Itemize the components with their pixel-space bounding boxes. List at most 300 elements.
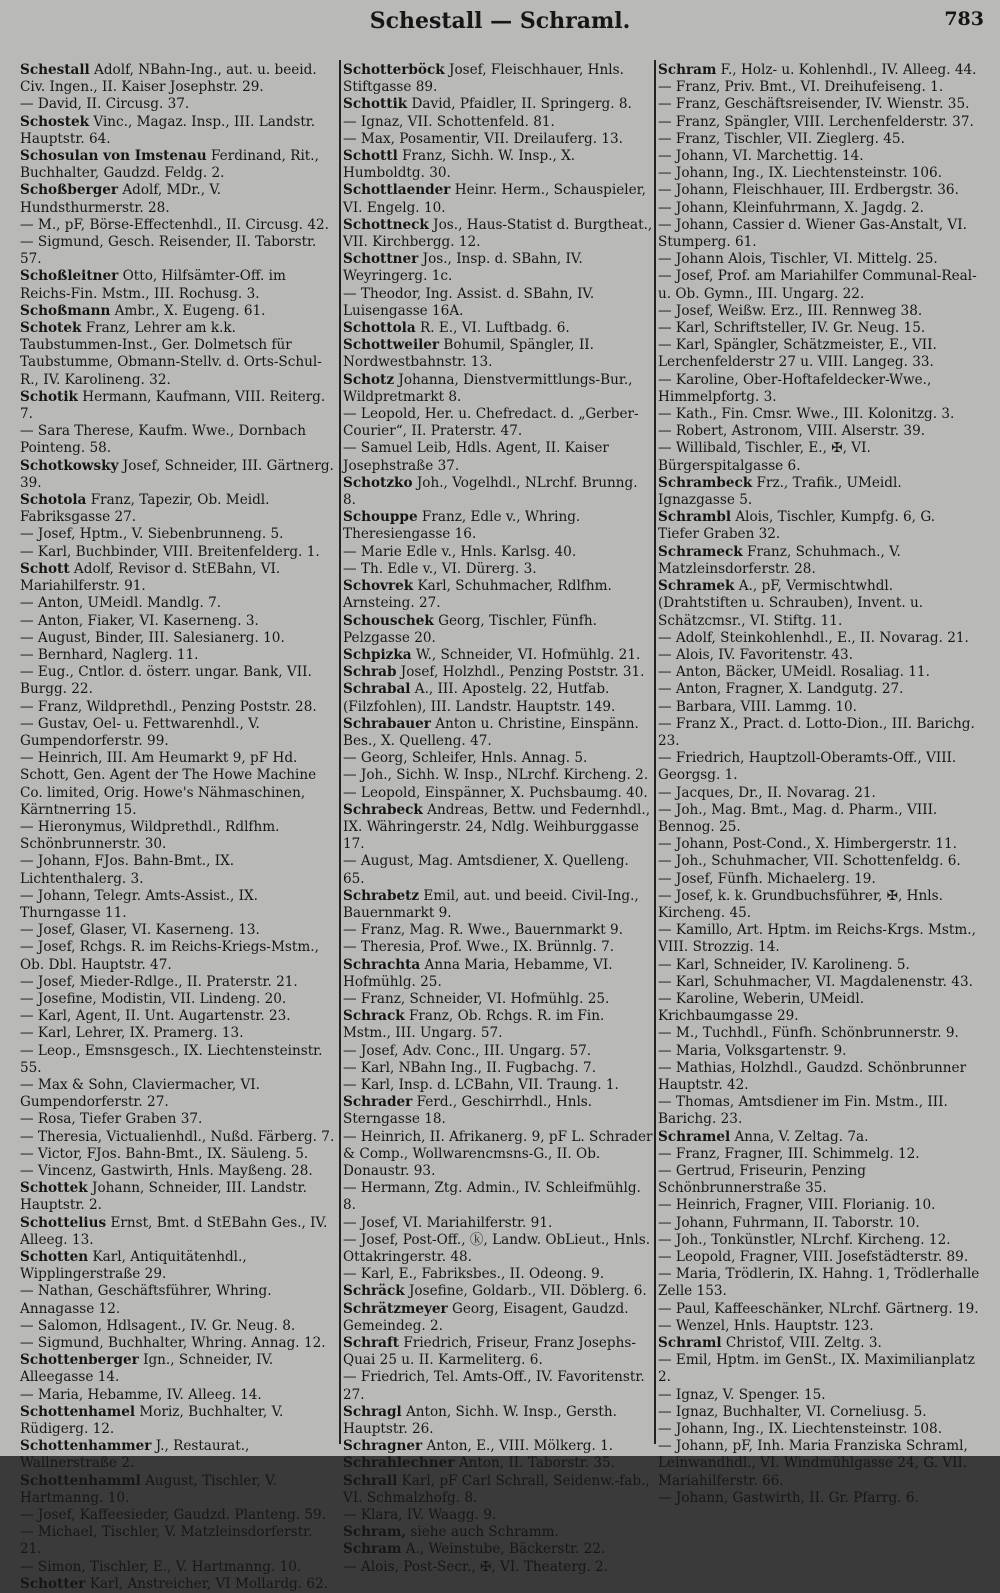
- directory-entry: [658, 750, 980, 784]
- directory-entry: [658, 96, 980, 113]
- entry-details: A., pF, Vermischtwhdl. (Drahtstiften u. Schrauben), Invent. u. Schätzcmsr., VI. Stiftg. 11.: [658, 578, 924, 629]
- entry-details: Adolf, NBahn-Ing., aut. u. beeid. Civ. Ingen., II. Kaiser Josephstr. 29.: [20, 62, 317, 96]
- entry-details: Josef, Schneider, III. Gärtnerg. 39.: [20, 457, 334, 491]
- entry-surname: Schoßberger: [20, 182, 119, 199]
- directory-entry: [20, 1146, 338, 1163]
- entry-details: Jos., Haus-Statist d. Burgtheat., VII. Kirchbergg. 12.: [343, 216, 653, 251]
- entry-details: Karl, Antiquitätenhdl., Wipplingerstraße 29.: [20, 1249, 247, 1283]
- entry-details: — M., pF, Börse-Effectenhdl., II. Circusg. 42.: [20, 216, 329, 233]
- entry-details: Josefine, Goldarb., VII. Döblerg. 6.: [404, 1283, 647, 1300]
- entry-details: — Heinrich, III. Am Heumarkt 9, pF Hd. Schott, Gen. Agent der The Howe Machine Co. limited, Orig. Howe's Nähmaschinen, Kärntnerring 15.: [20, 750, 317, 818]
- directory-entry: [658, 836, 980, 853]
- entry-details: — Maria, Trödlerin, IX. Hahng. 1, Trödlerhalle Zelle 153.: [658, 1266, 980, 1300]
- directory-entry: [343, 1541, 653, 1558]
- entry-details: — Anton, Fragner, X. Landgutg. 27.: [658, 681, 904, 698]
- entry-surname: Schotten: [20, 1249, 89, 1266]
- entry-details: Adolf, Revisor d. StEBahn, VI. Mariahilferstr. 91.: [20, 560, 281, 595]
- entry-details: — Th. Edle v., VI. Dürerg. 3.: [343, 560, 537, 577]
- directory-entry: [343, 664, 653, 681]
- entry-surname: Schotik: [20, 388, 78, 405]
- directory-entry: [343, 1215, 653, 1232]
- entry-details: — Nathan, Geschäftsführer, Whring. Annagasse 12.: [20, 1283, 272, 1317]
- entry-surname: Schotek: [20, 320, 82, 337]
- entry-details: — Franz, Wildprethdl., Penzing Poststr. 28.: [20, 698, 317, 715]
- directory-entry: [20, 1077, 338, 1111]
- directory-entry: [658, 1301, 980, 1318]
- directory-entry: [343, 1524, 653, 1541]
- entry-surname: Schotola: [20, 492, 87, 509]
- directory-entry: [343, 853, 653, 887]
- entry-details: Emil, aut. und beeid. Civil-Ing., Bauernmarkt 9.: [343, 887, 639, 921]
- directory-entry: [20, 1111, 338, 1128]
- entry-surname: Schouschek: [343, 612, 434, 629]
- entry-details: Friedrich, Friseur, Franz Josephs-Quai 25 u. II. Karmeliterg. 6.: [343, 1335, 636, 1369]
- directory-entry: [20, 750, 338, 819]
- entry-details: Karl, Schuhmacher, Rdlfhm. Arnsteing. 27.: [343, 578, 612, 612]
- directory-entry: [658, 79, 980, 96]
- directory-entry: [20, 1524, 338, 1558]
- entry-details: Ambr., X. Eugeng. 61.: [110, 302, 266, 319]
- directory-entry: [343, 509, 653, 543]
- entry-details: — Johann, Post-Cond., X. Himbergerstr. 11.: [658, 836, 957, 853]
- directory-entry: [20, 716, 338, 750]
- entry-details: — Leopold, Fragner, VIII. Josefstädterstr. 89.: [658, 1249, 969, 1266]
- entry-details: Ferdinand, Rit., Buchhalter, Gaudzd. Feldg. 2.: [20, 148, 319, 182]
- directory-entry: [343, 372, 653, 406]
- entry-details: — Karl, Schneider, IV. Karolineng. 5.: [658, 956, 910, 973]
- directory-entry: [20, 561, 338, 595]
- entry-details: — Heinrich, II. Afrikanerg. 9, pF L. Schrader & Comp., Wollwarencmsns-G., II. Ob. Donaustr. 93.: [343, 1128, 653, 1179]
- directory-entry: [20, 699, 338, 716]
- directory-entry: [343, 1559, 653, 1576]
- entry-details: — Friedrich, Tel. Amts-Off., IV. Favoritenstr. 27.: [343, 1369, 645, 1403]
- entry-details: — Josef, Kaffeesieder, Gaudzd. Planteng. 59.: [20, 1507, 327, 1524]
- entry-details: — Josef, Fünfh. Michaelerg. 19.: [658, 870, 876, 887]
- entry-details: — Gertrud, Friseurin, Penzing Schönbrunnerstraße 35.: [658, 1163, 866, 1197]
- entry-surname: Schotzko: [343, 474, 413, 491]
- directory-entry: [658, 1249, 980, 1266]
- entry-details: — Karl, Schuhmacher, VI. Magdalenenstr. 43.: [658, 973, 973, 990]
- entry-surname: Schottner: [343, 251, 419, 268]
- entry-details: — Johann, Ing., IX. Liechtensteinstr. 106.: [658, 165, 943, 182]
- directory-entry: [658, 1129, 980, 1146]
- entry-surname: Schragl: [343, 1403, 402, 1420]
- directory-entry: [20, 182, 338, 216]
- entry-details: Georg, Eisagent, Gaudzd. Gemeindeg. 2.: [343, 1300, 629, 1334]
- entry-details: — Vincenz, Gastwirth, Hnls. Mayßeng. 28.: [20, 1163, 313, 1179]
- directory-entry: [658, 647, 980, 664]
- entry-surname: Schrabeck: [343, 801, 423, 818]
- entry-details: — Alois, Post-Secr., ✠, VI. Theaterg. 2.: [343, 1558, 609, 1575]
- entry-details: — Franz X., Pract. d. Lotto-Dion., III. Barichg. 23.: [658, 715, 975, 749]
- entry-surname: Schestall: [20, 62, 90, 78]
- entry-details: — Theodor, Ing. Assist. d. SBahn, IV. Luisengasse 16A.: [343, 285, 595, 319]
- entry-details: — Thomas, Amtsdiener im Fin. Mstm., III. Barichg. 23.: [658, 1094, 948, 1128]
- entry-surname: Schramek: [658, 578, 735, 595]
- entry-surname: Schottenhamml: [20, 1472, 141, 1489]
- directory-entry: [658, 785, 980, 802]
- directory-entry: [658, 423, 980, 440]
- column-rule: [339, 60, 341, 1444]
- directory-entry: [658, 1094, 980, 1128]
- entry-surname: Schrack: [343, 1008, 405, 1025]
- directory-entry: [343, 1438, 653, 1455]
- entry-surname: Schraft: [343, 1335, 400, 1352]
- entry-surname: Schottlaender: [343, 182, 451, 199]
- directory-entry: [20, 303, 338, 320]
- directory-entry: [20, 1008, 338, 1025]
- entry-details: — Karl, Lehrer, IX. Pramerg. 13.: [20, 1025, 244, 1042]
- directory-entry: [20, 1318, 338, 1335]
- directory-entry: [20, 423, 338, 457]
- directory-entry: [20, 1352, 338, 1386]
- directory-entry: [658, 1421, 980, 1438]
- entry-details: Anton u. Christine, Einspänn. Bes., X. Quelleng. 47.: [343, 715, 639, 749]
- directory-entry: [658, 1318, 980, 1335]
- directory-entry: [658, 131, 980, 148]
- directory-entry: [658, 630, 980, 647]
- directory-entry: [658, 1404, 980, 1421]
- entry-details: Anton, II. Taborstr. 35.: [454, 1455, 616, 1472]
- column-2: [343, 62, 653, 1575]
- directory-entry: [658, 1043, 980, 1060]
- entry-details: — Rosa, Tiefer Graben 37.: [20, 1111, 203, 1128]
- entry-details: — Franz, Schneider, VI. Hofmühlg. 25.: [343, 990, 610, 1007]
- entry-details: Anton, E., VIII. Mölkerg. 1.: [422, 1438, 614, 1455]
- entry-details: W., Schneider, VI. Hofmühlg. 21.: [411, 646, 641, 663]
- entry-details: — Gustav, Oel- u. Fettwarenhdl., V. Gumpendorferstr. 99.: [20, 715, 260, 749]
- entry-surname: Schoßleitner: [20, 268, 119, 285]
- directory-entry: [343, 561, 653, 578]
- directory-entry: [658, 1060, 980, 1094]
- entry-details: — Wenzel, Hnls. Hauptstr. 123.: [658, 1317, 874, 1334]
- directory-entry: [343, 1473, 653, 1507]
- directory-entry: [343, 716, 653, 750]
- entry-details: Franz, Tapezir, Ob. Meidl. Fabriksgasse 27.: [20, 492, 270, 526]
- directory-entry: [658, 957, 980, 974]
- directory-entry: [658, 888, 980, 922]
- entry-details: — Sigmund, Buchhalter, Whring. Annag. 12.: [20, 1335, 326, 1352]
- entry-details: — Josef, Rchgs. R. im Reichs-Kriegs-Mstm., Ob. Dbl. Hauptstr. 47.: [20, 939, 319, 973]
- entry-details: — Emil, Hptm. im GenSt., IX. Maximilianplatz 2.: [658, 1352, 975, 1386]
- directory-entry: [20, 1163, 338, 1180]
- entry-surname: Schrabauer: [343, 715, 431, 732]
- directory-entry: [20, 268, 338, 302]
- entry-details: — Simon, Tischler, E., V. Hartmanng. 10.: [20, 1558, 302, 1575]
- entry-details: — Johann, pF, Inh. Maria Franziska Schraml, Leinwandhdl., VI. Windmühlgasse 24, G. VII. Mariahilferstr. 66.: [658, 1438, 968, 1489]
- entry-surname: Schottweiler: [343, 337, 440, 354]
- directory-entry: [658, 148, 980, 165]
- entry-details: — Josef, Hptm., V. Siebenbrunneng. 5.: [20, 526, 284, 543]
- directory-entry: [658, 1197, 980, 1214]
- directory-entry: [20, 1576, 338, 1593]
- entry-details: — Karl, Spängler, Schätzmeister, E., VII. Lerchenfelderstr 27 u. VIII. Langeg. 33.: [658, 337, 937, 371]
- directory-entry: [343, 1266, 653, 1283]
- entry-details: Franz, Sichh. W. Insp., X. Humboldtg. 30.: [343, 148, 576, 182]
- entry-details: Jos., Insp. d. SBahn, IV. Weyringerg. 1c.: [343, 251, 583, 285]
- directory-entry: [658, 1266, 980, 1300]
- directory-entry: [20, 1473, 338, 1507]
- entry-details: Franz, Edle v., Whring. Theresiengasse 16.: [343, 509, 581, 543]
- entry-details: Karl, Anstreicher, VI Mollardg. 62.: [85, 1575, 329, 1592]
- entry-details: — Kath., Fin. Cmsr. Wwe., III. Kolonitzg. 3.: [658, 406, 955, 423]
- directory-entry: [20, 1283, 338, 1317]
- directory-entry: [20, 630, 338, 647]
- entry-details: Ign., Schneider, IV. Alleegasse 14.: [20, 1352, 274, 1386]
- entry-surname: Schottl: [343, 148, 398, 165]
- entry-surname: Schoßmann: [20, 302, 111, 319]
- entry-details: Johanna, Dienstvermittlungs-Bur., Wildpretmarkt 8.: [343, 371, 633, 405]
- entry-details: — Maria, Volksgartenstr. 9.: [658, 1042, 847, 1059]
- entry-surname: Schottik: [343, 96, 408, 113]
- entry-details: Josef, Holzhdl., Penzing Poststr. 31.: [396, 664, 645, 681]
- entry-details: — Heinrich, Fragner, VIII. Florianig. 10.: [658, 1197, 936, 1214]
- directory-entry: [20, 939, 338, 973]
- entry-details: Vinc., Magaz. Insp., III. Landstr. Hauptstr. 64.: [20, 113, 316, 147]
- directory-entry: [20, 1335, 338, 1352]
- entry-surname: Schräck: [343, 1283, 405, 1300]
- directory-entry: [343, 1369, 653, 1403]
- entry-details: Hermann, Kaufmann, VIII. Reiterg. 7.: [20, 388, 326, 423]
- entry-details: — Georg, Schleifer, Hnls. Annag. 5.: [343, 750, 588, 767]
- entry-details: — Michael, Tischler, V. Matzleinsdorferstr. 21.: [20, 1524, 313, 1558]
- directory-entry: [20, 922, 338, 939]
- entry-details: — Franz, Mag. R. Wwe., Bauernmarkt 9.: [343, 922, 623, 939]
- entry-surname: Schram: [343, 1541, 402, 1558]
- directory-entry: [20, 1438, 338, 1472]
- entry-surname: Schrader: [343, 1094, 413, 1111]
- entry-surname: Schostek: [20, 113, 90, 130]
- entry-details: — Josef, Prof. am Mariahilfer Communal-Real- u. Ob. Gymn., III. Ungarg. 22.: [658, 268, 977, 302]
- entry-details: Andreas, Bettw. und Federnhdl., IX. Währingerstr. 24, Ndlg. Weihburggasse 17.: [343, 801, 651, 853]
- entry-details: — M., Tuchhdl., Fünfh. Schönbrunnerstr. 9.: [658, 1025, 959, 1042]
- entry-details: — Bernhard, Naglerg. 11.: [20, 646, 199, 663]
- entry-details: — Leop., Emsnsgesch., IX. Liechtensteinstr. 55.: [20, 1042, 323, 1076]
- directory-entry: [343, 148, 653, 182]
- entry-details: Frz., Trafik., UMeidl. Ignazgasse 5.: [658, 474, 902, 509]
- column-3: [658, 62, 980, 1506]
- directory-entry: [343, 578, 653, 612]
- directory-entry: [20, 664, 338, 698]
- directory-entry: [658, 664, 980, 681]
- directory-entry: [343, 337, 653, 371]
- entry-details: — Karl, Insp. d. LCBahn, VII. Traung. 1.: [343, 1076, 619, 1093]
- entry-surname: Schrall: [343, 1472, 398, 1489]
- entry-details: — Mathias, Holzhdl., Gaudzd. Schönbrunner Hauptstr. 42.: [658, 1059, 967, 1093]
- running-title: Schestall — Schraml.: [369, 8, 631, 34]
- entry-details: — Franz, Fragner, III. Schimmelg. 12.: [658, 1145, 920, 1162]
- directory-entry: [658, 165, 980, 182]
- entry-details: Christof, VIII. Zeltg. 3.: [721, 1335, 882, 1352]
- entry-details: David, Pfaidler, II. Springerg. 8.: [407, 96, 632, 113]
- directory-entry: [658, 681, 980, 698]
- directory-entry: [343, 217, 653, 251]
- entry-details: — Max & Sohn, Claviermacher, VI. Gumpendorferstr. 27.: [20, 1076, 260, 1111]
- directory-entry: [343, 922, 653, 939]
- entry-details: Anton, Sichh. W. Insp., Gersth. Hauptstr. 26.: [343, 1403, 617, 1438]
- entry-details: — Robert, Astronom, VIII. Alserstr. 39.: [658, 423, 926, 440]
- entry-details: R. E., VI. Luftbadg. 6.: [415, 320, 570, 337]
- entry-details: — Anton, Fiaker, VI. Kaserneng. 3.: [20, 612, 259, 629]
- directory-entry: [658, 716, 980, 750]
- directory-entry: [658, 853, 980, 870]
- directory-entry: [343, 957, 653, 991]
- entry-details: — Karoline, Ober-Hoftafeldecker-Wwe., Himmelpfortg. 3.: [658, 371, 932, 405]
- entry-details: — Max, Posamentir, VII. Dreilauferg. 13.: [343, 130, 623, 147]
- entry-details: — Klara, IV. Waagg. 9.: [343, 1507, 497, 1524]
- entry-details: Bohumil, Spängler, II. Nordwestbahnstr. 13.: [343, 337, 595, 371]
- entry-details: — Johann, Telegr. Amts-Assist., IX. Thurngasse 11.: [20, 887, 258, 921]
- directory-entry: [343, 1043, 653, 1060]
- entry-surname: Schraml: [658, 1335, 722, 1352]
- entry-details: — Franz, Tischler, VII. Zieglerg. 45.: [658, 130, 905, 147]
- entry-details: — Sara Therese, Kaufm. Wwe., Dornbach Pointeng. 58.: [20, 423, 307, 457]
- entry-surname: Schrab: [343, 664, 397, 681]
- entry-details: — Joh., Tonkünstler, NLrchf. Kircheng. 12.: [658, 1231, 951, 1248]
- directory-entry: [658, 1387, 980, 1404]
- entry-surname: Schrambl: [658, 509, 732, 526]
- entry-details: — Johann Alois, Tischler, VI. Mittelg. 25.: [658, 251, 938, 268]
- directory-entry: [343, 888, 653, 922]
- entry-surname: Schottenberger: [20, 1352, 139, 1369]
- entry-details: — Franz, Geschäftsreisender, IV. Wienstr. 35.: [658, 96, 970, 113]
- directory-entry: [658, 1146, 980, 1163]
- directory-entry: [658, 1232, 980, 1249]
- directory-entry: [658, 268, 980, 302]
- entry-details: — Kamillo, Art. Hptm. im Reichs-Krgs. Mstm., VIII. Strozzig. 14.: [658, 922, 976, 956]
- entry-details: — Karl, E., Fabriksbes., II. Odeong. 9.: [343, 1266, 605, 1283]
- directory-entry: [343, 131, 653, 148]
- entry-details: — Josef, Weißw. Erz., III. Rennweg 38.: [658, 302, 923, 319]
- directory-entry: [343, 1301, 653, 1335]
- entry-details: — Adolf, Steinkohlenhdl., E., II. Novarag. 21.: [658, 629, 969, 646]
- entry-details: — Joh., Schuhmacher, VII. Schottenfeldg. 6.: [658, 853, 961, 870]
- directory-entry: [343, 802, 653, 854]
- directory-entry: [20, 647, 338, 664]
- entry-details: — Josef, Mieder-Rdlge., II. Praterstr. 21.: [20, 973, 298, 990]
- entry-details: — Theresia, Victualienhdl., Nußd. Färberg. 7.: [20, 1128, 335, 1145]
- directory-entry: [343, 767, 653, 784]
- entry-surname: Schottelius: [20, 1214, 107, 1231]
- entry-details: — Theresia, Prof. Wwe., IX. Brünnlg. 7.: [343, 939, 615, 956]
- directory-entry: [20, 217, 338, 234]
- entry-surname: Schrätzmeyer: [343, 1300, 448, 1317]
- directory-entry: [20, 1404, 338, 1438]
- entry-details: — Franz, Spängler, VIII. Lerchenfelderstr. 37.: [658, 113, 974, 130]
- entry-details: Anna, V. Zeltag. 7a.: [730, 1128, 869, 1145]
- directory-entry: [343, 647, 653, 664]
- directory-entry: [20, 1180, 338, 1214]
- entry-details: Franz, Schuhmach., V. Matzleinsdorferstr. 28.: [658, 543, 901, 577]
- entry-details: Joh., Vogelhdl., NLrchf. Brunng. 8.: [343, 474, 638, 509]
- directory-entry: [343, 1404, 653, 1438]
- directory-entry: [658, 578, 980, 630]
- entry-details: — Josef, VI. Mariahilferstr. 91.: [343, 1214, 553, 1231]
- directory-entry: [20, 888, 338, 922]
- entry-details: A., Weinstube, Bäckerstr. 22.: [401, 1541, 606, 1558]
- entry-details: — Johann, Gastwirth, II. Gr. Pfarrg. 6.: [658, 1489, 919, 1506]
- directory-entry: [20, 526, 338, 543]
- entry-details: Franz, Ob. Rchgs. R. im Fin. Mstm., III. Ungarg. 57.: [343, 1008, 605, 1042]
- directory-entry: [20, 819, 338, 853]
- directory-entry: [20, 148, 338, 182]
- entry-details: J., Restaurat., Wallnerstraße 2.: [20, 1438, 250, 1472]
- entry-details: — Johann, Ing., IX. Liechtensteinstr. 108.: [658, 1421, 943, 1438]
- entry-details: — Salomon, Hdlsagent., IV. Gr. Neug. 8.: [20, 1317, 296, 1334]
- directory-entry: [20, 595, 338, 612]
- directory-entry: [20, 389, 338, 423]
- entry-details: F., Holz- u. Kohlenhdl., IV. Alleeg. 44.: [716, 62, 977, 78]
- entry-details: Otto, Hilfsämter-Off. im Reichs-Fin. Mstm., III. Rochusg. 3.: [20, 268, 286, 302]
- directory-entry: [658, 406, 980, 423]
- directory-entry: [343, 251, 653, 285]
- directory-entry: [343, 1180, 653, 1214]
- entry-details: — Karoline, Weberin, UMeidl. Krichbaumgasse 29.: [658, 990, 865, 1025]
- directory-entry: [20, 234, 338, 268]
- entry-details: — Johann, Fleischhauer, III. Erdbergstr. 36.: [658, 182, 959, 199]
- entry-details: — Anton, Bäcker, UMeidl. Rosaliag. 11.: [658, 664, 930, 681]
- directory-entry: [20, 1387, 338, 1404]
- entry-details: — Josef, Post-Off., ⓚ, Landw. ObLieut., Hnls. Ottakringerstr. 48.: [343, 1231, 651, 1266]
- directory-entry: [658, 114, 980, 131]
- entry-details: — Ignaz, V. Spenger. 15.: [658, 1386, 826, 1403]
- directory-entry: [658, 440, 980, 474]
- directory-entry: [20, 1043, 338, 1077]
- directory-entry: [658, 182, 980, 199]
- directory-entry: [658, 217, 980, 251]
- entry-details: — Eug., Cntlor. d. österr. ungar. Bank, VII. Burgg. 22.: [20, 664, 312, 698]
- entry-details: — Samuel Leib, Hdls. Agent, II. Kaiser Josephstraße 37.: [343, 440, 609, 474]
- entry-details: — Josef, k. k. Grundbuchsführer, ✠, Hnls. Kircheng. 45.: [658, 887, 943, 921]
- entry-details: — Victor, FJos. Bahn-Bmt., IX. Säuleng. 5.: [20, 1145, 309, 1162]
- entry-surname: Schram,: [343, 1524, 407, 1541]
- directory-entry: [658, 974, 980, 991]
- entry-details: — Leopold, Her. u. Chefredact. d. „Gerber-Courier“, II. Praterstr. 47.: [343, 406, 639, 440]
- directory-entry: [20, 853, 338, 887]
- entry-details: — Alois, IV. Favoritenstr. 43.: [658, 646, 853, 663]
- entry-details: — Franz, Priv. Bmt., VI. Dreihufeiseng. 1.: [658, 79, 944, 96]
- directory-entry: [658, 1215, 980, 1232]
- page-header: [0, 6, 1000, 36]
- entry-details: — Anton, UMeidl. Mandlg. 7.: [20, 595, 222, 612]
- entry-surname: Schottenhammer: [20, 1438, 152, 1455]
- entry-surname: Schottneck: [343, 216, 429, 233]
- entry-details: — Josef, Adv. Conc., III. Ungarg. 57.: [343, 1042, 592, 1059]
- directory-entry: [20, 1249, 338, 1283]
- directory-entry: [343, 1060, 653, 1077]
- entry-surname: Schotz: [343, 371, 395, 388]
- directory-entry: [658, 337, 980, 371]
- directory-entry: [20, 114, 338, 148]
- directory-entry: [343, 1283, 653, 1300]
- page-number: 783: [944, 8, 984, 30]
- column-rule: [654, 60, 656, 1444]
- directory-entry: [20, 1507, 338, 1524]
- column-1: [20, 62, 338, 1592]
- entry-surname: Schouppe: [343, 509, 418, 526]
- directory-entry: [20, 492, 338, 526]
- entry-details: — Johann, Fuhrmann, II. Taborstr. 10.: [658, 1214, 920, 1231]
- directory-entry: [20, 991, 338, 1008]
- entry-details: Josef, Fleischhauer, Hnls. Stiftgasse 89.: [343, 62, 624, 96]
- directory-entry: [343, 1335, 653, 1369]
- directory-entry: [343, 1129, 653, 1181]
- directory-entry: [343, 114, 653, 131]
- entry-details: — Joh., Sichh. W. Insp., NLrchf. Kircheng. 2.: [343, 767, 649, 784]
- entry-details: — Johann, FJos. Bahn-Bmt., IX. Lichtenthalerg. 3.: [20, 853, 235, 887]
- directory-entry: [20, 544, 338, 561]
- directory-entry: [658, 62, 980, 79]
